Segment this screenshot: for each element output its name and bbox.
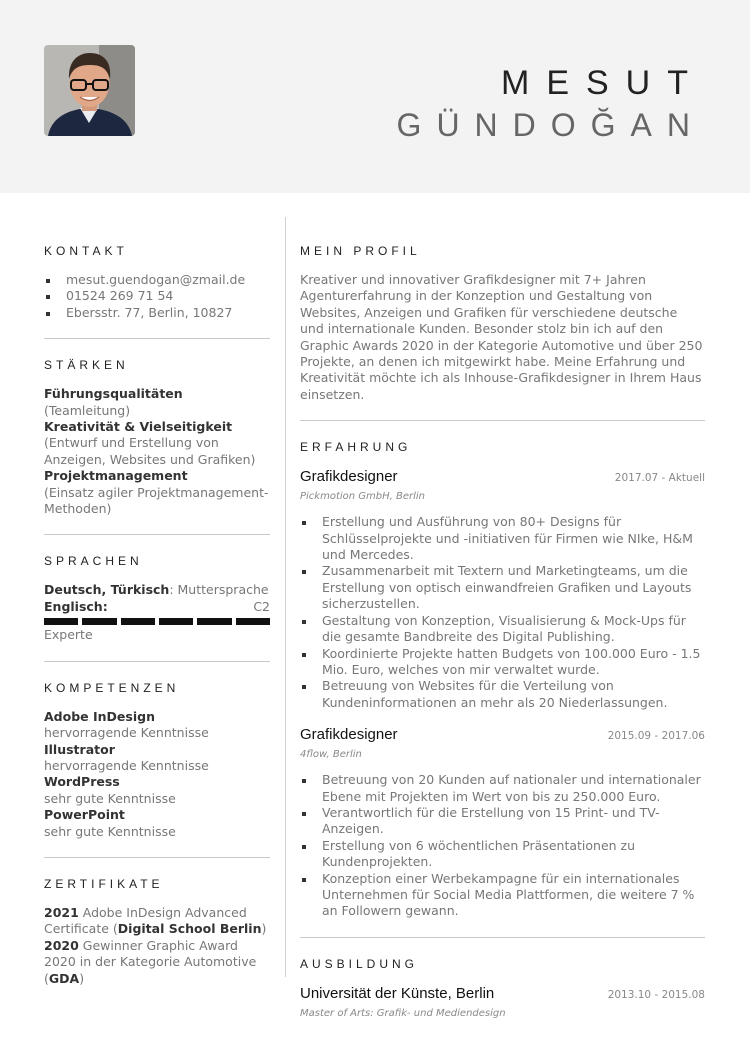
education-title: AUSBILDUNG — [300, 956, 419, 971]
profile-text: Kreativer und innovativer Grafikdesigner mit 7+ Jahren Agenturerfahrung in der Konzeption und Gestaltung von Websites, Anzeigen und Grafiken für verschiedene deutsche und internationale Kunden. Besonder stolz bin ich auf den Graphic Awards 2020 in der Kategorie Automotive und über 250 Projekte, an denen ich mitgewirkt habe. Meine Erfahrung und Kreativität möchte ich als Inhouse-Grafikdesigner in Ihrem Haus einsetzen. — [300, 272, 703, 402]
first-name: MESUT — [501, 64, 705, 102]
education-degree: Master of Arts: Grafik- und Mediendesign — [300, 1007, 506, 1019]
skill-level: sehr gute Kenntnisse — [44, 823, 176, 839]
job-date: 2015.09 - 2017.06 — [607, 730, 705, 743]
second-level: C2 — [253, 598, 270, 614]
education-date: 2013.10 - 2015.08 — [607, 988, 705, 1001]
experience-title: ERFAHRUNG — [300, 440, 412, 455]
job-bullet: Betreuung von 20 Kunden auf nationaler und internationaler Ebene mit Projekten im Wert von bis zu 250.000 Euro. — [300, 772, 705, 805]
skill-name: Adobe InDesign — [44, 708, 155, 724]
skill-name: WordPress — [44, 774, 120, 790]
right-column — [300, 244, 705, 1031]
divider — [300, 420, 705, 421]
second-lang: Englisch: — [44, 598, 108, 614]
skill-level: hervorragende Kenntnisse — [44, 725, 209, 741]
certificate-year: 2020 — [44, 937, 79, 953]
rating-segment — [236, 618, 270, 625]
rating-segment — [159, 618, 193, 625]
strength-desc: (Entwurf und Erstellung von Anzeigen, Websites und Grafiken) — [44, 435, 256, 467]
education-school: Universität der Künste, Berlin — [300, 984, 495, 1002]
strength-desc: (Teamleitung) — [44, 402, 131, 418]
contact-list — [44, 272, 270, 321]
contact-address: Ebersstr. 77, Berlin, 10827 — [44, 305, 270, 321]
education-header — [300, 985, 705, 1002]
divider — [44, 661, 270, 662]
certificate-end: ) — [79, 970, 85, 986]
job-bullet: Verantwortlich für die Erstellung von 15 Print- und TV-Anzeigen. — [300, 805, 705, 838]
job-entry — [300, 726, 705, 920]
native-langs: Deutsch, Türkisch — [44, 582, 170, 598]
strengths-title: STÄRKEN — [44, 358, 129, 373]
strength-name: Kreativität & Vielseitigkeit — [44, 419, 233, 435]
second-label: Experte — [44, 627, 93, 643]
job-bullet: Erstellung von 6 wöchentlichen Präsentationen zu Kundenprojekten. — [300, 838, 705, 871]
skills-title: KOMPETENZEN — [44, 680, 180, 695]
strength-name: Führungsqualitäten — [44, 386, 183, 402]
profile-title: MEIN PROFIL — [300, 244, 421, 258]
job-bullet: Betreuung von Websites für die Verteilung von Kundeninformationen an mehr als 20 Niederlassungen. — [300, 678, 705, 711]
certificate-text: Adobe InDesign Advanced Certificate ( — [44, 904, 247, 937]
job-company: Pickmotion GmbH, Berlin — [300, 491, 426, 503]
certificate-org: GDA — [48, 970, 80, 986]
last-name: GÜNDOĞAN — [396, 107, 705, 143]
job-bullets — [300, 772, 705, 920]
job-bullet: Konzeption einer Werbekampagne für ein internationales Unternehmen für Social Media Plattformen, die weitere 7 % an Followern gewann. — [300, 871, 705, 920]
job-header — [300, 468, 705, 485]
job-bullet: Zusammenarbeit mit Textern und Marketingteams, um die Erstellung von optisch einwandfreien Grafiken und Layouts sicherzustellen. — [300, 563, 705, 612]
column-divider — [285, 217, 286, 977]
strength-desc: (Einsatz agiler Projektmanagement-Methoden) — [44, 484, 269, 517]
divider — [44, 857, 270, 858]
strength-name: Projektmanagement — [44, 468, 188, 484]
job-bullet: Gestaltung von Konzeption, Visualisierung & Mock-Ups für die gesamte Bandbreite des Digital Publishing. — [300, 613, 705, 646]
divider — [300, 937, 705, 938]
contact-phone[interactable]: 01524 269 71 54 — [44, 288, 270, 304]
certificate-item — [44, 905, 270, 938]
job-bullet: Koordinierte Projekte hatten Budgets von 100.000 Euro - 1.5 Mio. Euro, welches von mir verwaltet wurde. — [300, 646, 705, 679]
left-column — [44, 244, 270, 987]
native-language — [44, 582, 270, 598]
skill-name: Illustrator — [44, 741, 115, 757]
profile-photo — [44, 45, 135, 136]
header — [0, 0, 750, 193]
job-company: 4flow, Berlin — [300, 749, 362, 761]
certificate-item — [44, 938, 270, 987]
skill-level: sehr gute Kenntnisse — [44, 790, 176, 806]
strengths-list — [44, 386, 270, 517]
divider — [44, 338, 270, 339]
contact-email[interactable]: mesut.guendogan@zmail.de — [44, 272, 270, 288]
contact-title: KONTAKT — [44, 244, 128, 258]
rating-segment — [197, 618, 231, 625]
language-rating-bar — [44, 618, 270, 625]
certificate-year: 2021 — [44, 904, 79, 920]
certificate-end: ) — [261, 921, 267, 937]
skill-level: hervorragende Kenntnisse — [44, 757, 209, 773]
job-title: Grafikdesigner — [300, 468, 398, 486]
certificate-org: Digital School Berlin — [117, 921, 262, 937]
skill-name: PowerPoint — [44, 807, 125, 823]
job-bullets — [300, 514, 705, 711]
certificates-title: ZERTIFIKATE — [44, 876, 164, 891]
job-entry — [300, 468, 705, 711]
divider — [44, 534, 270, 535]
job-bullet: Erstellung und Ausführung von 80+ Designs für Schlüsselprojekte und -initiativen für Firmen wie NIke, H&M und Mercedes. — [300, 514, 705, 563]
rating-segment — [44, 618, 78, 625]
job-date: 2017.07 - Aktuell — [614, 472, 705, 485]
job-header — [300, 726, 705, 743]
languages-title: SPRACHEN — [44, 554, 143, 569]
native-level: : Muttersprache — [169, 582, 269, 598]
rating-segment — [82, 618, 116, 625]
second-language — [44, 599, 270, 615]
skills-list — [44, 709, 270, 840]
rating-segment — [121, 618, 155, 625]
certificate-text: Gewinner Graphic Award 2020 in der Kategorie Automotive ( — [44, 937, 257, 986]
job-title: Grafikdesigner — [300, 726, 398, 744]
